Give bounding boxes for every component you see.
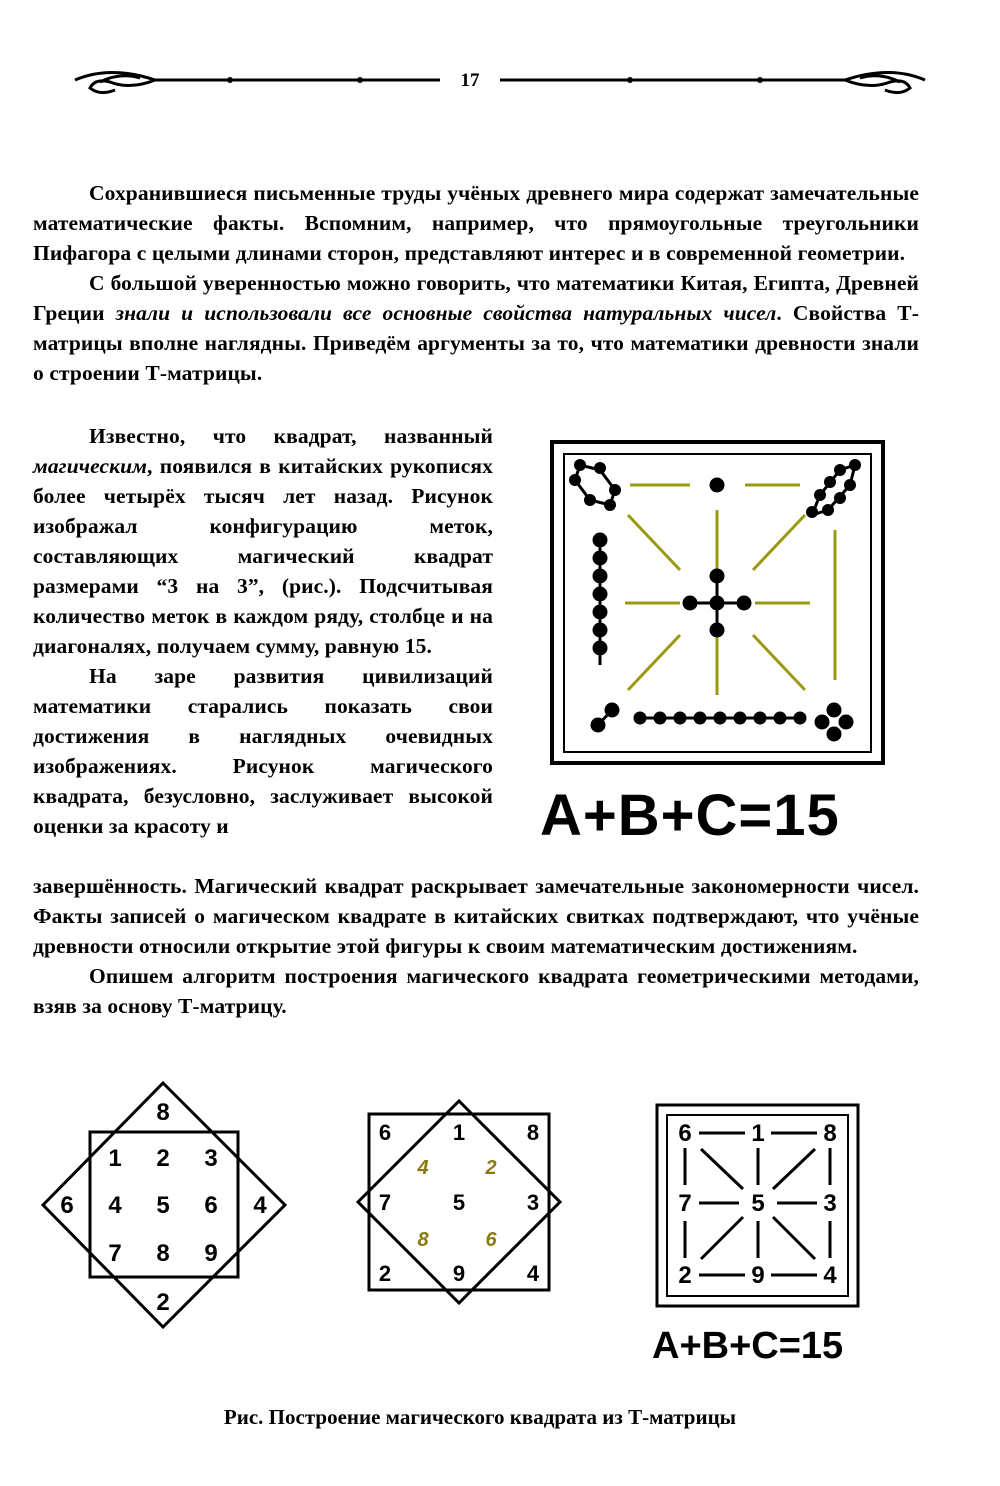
diagram-2	[355, 1098, 565, 1306]
ornament-left	[75, 73, 440, 93]
diagram-2-inner: 4	[417, 1157, 429, 1179]
diagram-3-cell: 1	[751, 1120, 765, 1147]
text-block-top	[33, 178, 919, 388]
diagram-1-cell: 6	[204, 1192, 218, 1219]
diagram-1-top: 8	[156, 1099, 170, 1126]
diagram-3-cell: 9	[751, 1262, 765, 1289]
diagram-2-edge: 3	[526, 1190, 540, 1215]
diagram-3-cell: 6	[678, 1120, 692, 1147]
diagram-2-edge: 1	[452, 1120, 466, 1145]
diagram-3-cell: 7	[678, 1190, 692, 1217]
diagram-3-cell: 5	[751, 1190, 765, 1217]
paragraph: Известно, что квадрат, названный магическим, появился в китайских рукописях более четырёх тысяч лет назад. Рисунок изображал конфигурацию меток, составляющих магический квадрат размерами “3 на 3”, (рис.). Подсчитывая количество меток в каждом ряду, столбце и на диагоналях, получаем сумму, равную 15.	[33, 424, 493, 658]
diagram-1-cell: 7	[108, 1240, 122, 1267]
diagram-3-cell: 2	[678, 1262, 692, 1289]
paragraph: завершённость. Магический квадрат раскрывает замечательные закономерности чисел. Факты записей о магическом квадрате в китайских свитках подтверждают, что учёные древности относили открытие этой фигуры к своим математическим достижениям.	[33, 874, 919, 958]
lo-shu-figure	[550, 440, 885, 765]
diagram-1-bottom: 2	[156, 1289, 170, 1316]
diagram-2-inner: 8	[417, 1229, 429, 1251]
formula-small: A+B+C=15	[652, 1325, 844, 1367]
diagram-1-cell: 4	[108, 1192, 122, 1219]
diagram-3-cell: 4	[823, 1262, 837, 1289]
diagram-2-center: 5	[452, 1190, 466, 1215]
text-block-left	[33, 421, 493, 841]
diagram-2-inner: 2	[485, 1157, 497, 1179]
paragraph: С большой уверенностью можно говорить, что математики Китая, Египта, Древней Греции знали и использовали все основные свойства натуральных чисел. Свойства Т-матрицы вполне наглядны. Приведём аргументы за то, что математики древности знали о строении Т-матрицы.	[33, 271, 919, 385]
paragraph: Сохранившиеся письменные труды учёных древнего мира содержат замечательные математические факты. Вспомним, например, что прямоугольные треугольники Пифагора с целыми длинами сторон, представляют интерес и в современной геометрии.	[33, 181, 919, 265]
diagram-2-corner: 8	[526, 1120, 540, 1145]
paragraph: На заре развития цивилизаций математики старались показать свои достижения в наглядных очевидных изображениях. Рисунок магического квадрата, безусловно, заслуживает высокой оценки за красоту и	[33, 664, 493, 838]
diagram-1	[40, 1080, 290, 1335]
page-number: 17	[460, 70, 480, 91]
diagram-1-cell: 5	[156, 1192, 170, 1219]
diagram-2-edge: 7	[378, 1190, 392, 1215]
diagram-3	[655, 1103, 860, 1308]
diagram-1-cell: 3	[204, 1145, 218, 1172]
text-block-bottom	[33, 871, 919, 1021]
figure-caption: Рис. Построение магического квадрата из Т-матрицы	[223, 1405, 737, 1429]
diagram-1-left: 6	[60, 1192, 74, 1219]
diagram-2-inner: 6	[485, 1229, 497, 1251]
formula-big: A+B+C=15	[540, 783, 840, 848]
diagram-1-cell: 1	[108, 1145, 122, 1172]
diagram-1-cell: 8	[156, 1240, 170, 1267]
diagram-2-edge: 9	[452, 1261, 466, 1286]
diagram-3-cell: 3	[823, 1190, 837, 1217]
diagram-2-corner: 6	[378, 1120, 392, 1145]
diagram-1-cell: 9	[204, 1240, 218, 1267]
diagram-2-corner: 2	[378, 1261, 392, 1286]
diagram-1-cell: 2	[156, 1145, 170, 1172]
ornament-right	[500, 73, 925, 93]
diagram-1-right: 4	[253, 1192, 267, 1219]
paragraph: Опишем алгоритм построения магического квадрата геометрическими методами, взяв за основу Т-матрицу.	[33, 964, 919, 1018]
header-ornament	[70, 60, 930, 110]
diagram-2-corner: 4	[526, 1261, 540, 1286]
diagram-3-cell: 8	[823, 1120, 837, 1147]
